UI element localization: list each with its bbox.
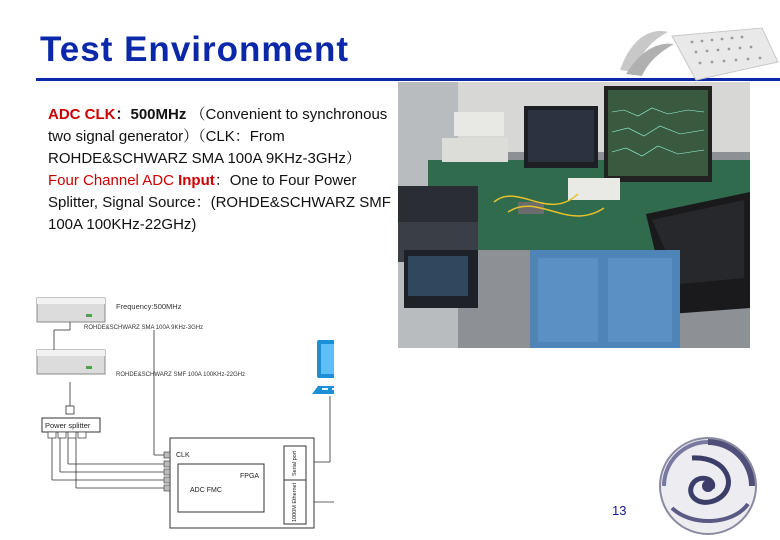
gen1-model-label: ROHDE&SCHWARZ SMA 100A 9KHz-3GHz <box>84 325 204 331</box>
signal-generator-1 <box>37 298 105 322</box>
adc-input-paragraph <box>48 170 393 236</box>
adc-input-label-bold: Input <box>178 172 215 189</box>
institute-logo-top <box>612 22 780 84</box>
splitter-label: Power splitter <box>45 421 91 430</box>
adc-input-detail: ：One to Four Power Splitter, Signal Source：(ROHDE&SCHWARZ SMF 100A 100KHz-22GHz) <box>48 172 391 233</box>
adc-clk-paragraph <box>48 104 393 170</box>
adc-clk-value: ：500MHz <box>115 106 187 123</box>
lab-setup-photo <box>398 82 750 348</box>
description-text <box>48 104 393 236</box>
gen2-model-label: ROHDE&SCHWARZ SMF 100A 100KHz-22GHz <box>116 372 246 378</box>
serial-port-label: Serial port <box>292 450 298 476</box>
fpga-label: FPGA <box>240 473 260 480</box>
adc-clk-detail: （Convenient to synchronous two signal generator）（CLK：From ROHDE&SCHWARZ SMA 100A 9KHz-3GHz） <box>48 106 388 167</box>
test-setup-diagram <box>34 290 334 530</box>
signal-generator-2 <box>37 350 105 374</box>
computer-icon <box>312 340 334 394</box>
slide-number: 13 <box>612 503 627 518</box>
institute-logo-bottom <box>632 428 772 538</box>
ethernet-label: 1000M Ethernet <box>292 482 298 522</box>
slide-title: Test Environment <box>40 30 350 69</box>
gen1-frequency-label: Frequency:500MHz <box>116 302 182 311</box>
adc-fmc-label: ADC FMC <box>190 487 222 494</box>
adc-clk-label: ADC CLK <box>48 106 116 123</box>
clk-label: CLK <box>176 452 190 459</box>
adc-input-label: Four Channel ADC <box>48 172 179 189</box>
